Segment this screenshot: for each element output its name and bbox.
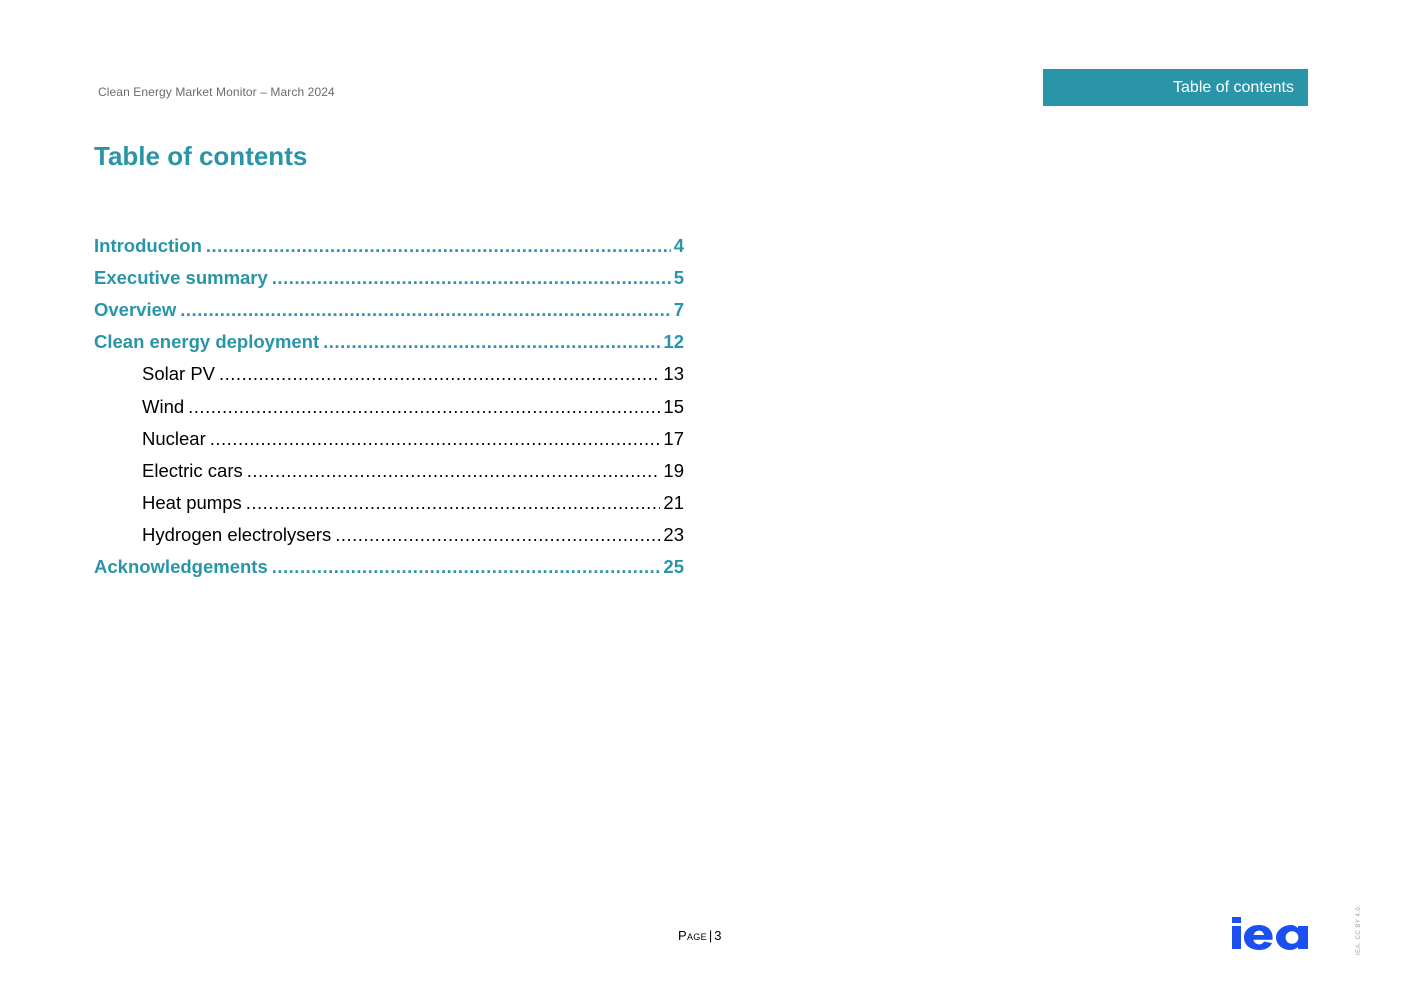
section-tab bbox=[1043, 69, 1308, 106]
toc-entry-label: Hydrogen electrolysers bbox=[142, 524, 332, 545]
toc-leader-dots bbox=[180, 299, 670, 321]
page-number: 3 bbox=[714, 928, 722, 943]
toc-entry-executive-summary[interactable] bbox=[94, 267, 684, 291]
toc-entry-acknowledgements[interactable] bbox=[94, 556, 684, 580]
toc-entry-label: Introduction bbox=[94, 235, 202, 256]
toc-entry-label: Executive summary bbox=[94, 267, 268, 288]
section-tab-label: Table of contents bbox=[1173, 78, 1294, 96]
toc-entry-page: 4 bbox=[673, 235, 684, 256]
iea-logo-mark bbox=[1232, 917, 1308, 950]
toc-entry-clean-energy-deployment[interactable] bbox=[94, 331, 684, 355]
toc-entry-label: Electric cars bbox=[142, 460, 243, 481]
toc-entry-overview[interactable] bbox=[94, 299, 684, 323]
toc-entry-page: 23 bbox=[663, 524, 684, 545]
toc-leader-dots bbox=[246, 492, 661, 514]
toc-leader-dots bbox=[272, 267, 671, 289]
toc-entry-page: 12 bbox=[663, 331, 684, 352]
page-separator: | bbox=[708, 928, 713, 943]
toc-leader-dots bbox=[323, 331, 660, 353]
toc-leader-dots bbox=[335, 524, 660, 546]
toc-entry-page: 13 bbox=[663, 363, 684, 384]
toc-entry-label: Solar PV bbox=[142, 363, 216, 384]
toc-entry-page: 19 bbox=[663, 460, 684, 481]
toc-entry-page: 21 bbox=[663, 492, 684, 513]
toc-entry-hydrogen-electrolysers[interactable] bbox=[142, 524, 684, 548]
toc-leader-dots bbox=[272, 556, 661, 578]
toc-entry-wind[interactable] bbox=[142, 396, 684, 420]
toc-entry-introduction[interactable] bbox=[94, 235, 684, 259]
toc-entry-electric-cars[interactable] bbox=[142, 460, 684, 484]
toc-entry-solar-pv[interactable] bbox=[142, 363, 684, 387]
toc-entry-page: 7 bbox=[673, 299, 684, 320]
toc-entry-page: 15 bbox=[663, 396, 684, 417]
page-title: Table of contents bbox=[94, 141, 308, 171]
license-note: IEA. CC BY 4.0. bbox=[1356, 904, 1362, 955]
toc-entry-label: Heat pumps bbox=[142, 492, 242, 513]
toc-leader-dots bbox=[247, 460, 661, 482]
toc-entry-label: Wind bbox=[142, 396, 185, 417]
toc-entry-nuclear[interactable] bbox=[142, 428, 684, 452]
toc-entry-label: Nuclear bbox=[142, 428, 206, 449]
toc-leader-dots bbox=[188, 396, 660, 418]
toc-entry-label: Acknowledgements bbox=[94, 556, 268, 577]
toc-entry-heat-pumps[interactable] bbox=[142, 492, 684, 516]
toc-leader-dots bbox=[219, 363, 660, 385]
running-header: Clean Energy Market Monitor – March 2024 bbox=[98, 85, 335, 99]
toc-entry-label: Overview bbox=[94, 299, 177, 320]
toc-leader-dots bbox=[206, 235, 671, 257]
toc-entry-label: Clean energy deployment bbox=[94, 331, 320, 352]
toc-entry-page: 5 bbox=[673, 267, 684, 288]
toc-entry-page: 25 bbox=[663, 556, 684, 577]
toc-entry-page: 17 bbox=[663, 428, 684, 449]
page-word: Page bbox=[678, 928, 707, 943]
page-footer bbox=[678, 928, 722, 943]
iea-logo-icon bbox=[1232, 915, 1310, 951]
toc-leader-dots bbox=[210, 428, 661, 450]
